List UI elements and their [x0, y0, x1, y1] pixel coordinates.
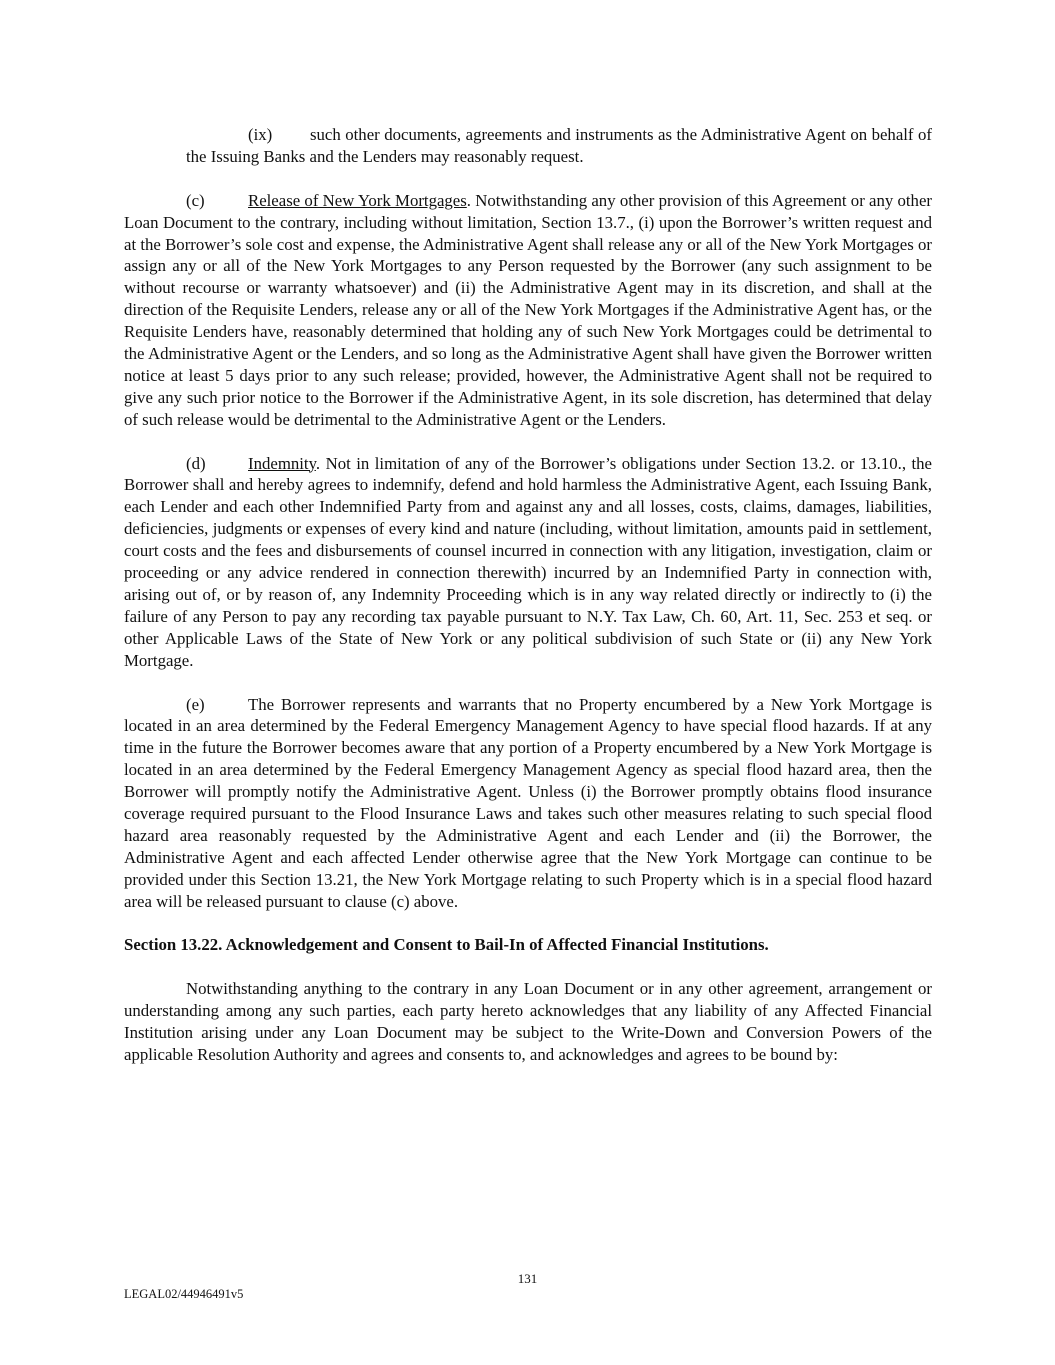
clause-e-label: (e)	[186, 694, 205, 714]
clause-d-heading: Indemnity	[248, 453, 316, 473]
clause-d-label: (d)	[186, 453, 206, 473]
clause-e-text: The Borrower represents and warrants that no Property encumbered by a New York Mortgage is located in an area determined by the Federal Emergency Management Agency to have special flood hazards. If at any time in the future the Borrower becomes aware that any portion of a Property encumbered by a New York Mortgage is located in an area determined by the Federal Emergency Management Agency as special flood hazard area, then the Borrower will promptly notify the Administrative Agent. Unless (i) the Borrower promptly obtains flood insurance coverage required pursuant to the Flood Insurance Laws and takes such other measures relating to such special flood hazard area reasonably requested by the Administrative Agent and each Lender and (ii) the Borrower, the Administrative Agent and each affected Lender otherwise agree that the New York Mortgage can continue to be provided under this Section 13.21, the New York Mortgage relating to such Property which is in a special flood hazard area will be released pursuant to clause (c) above.	[124, 694, 932, 911]
document-id: LEGAL02/44946491v5	[124, 1287, 244, 1301]
page-number: 131	[517, 1271, 538, 1286]
document-page	[124, 124, 932, 1066]
clause-ix-text: such other documents, agreements and instruments as the Administrative Agent on behalf of the Issuing Banks and the Lenders may reasonably request.	[186, 125, 932, 166]
section-heading: Section 13.22. Acknowledgement and Consent to Bail-In of Affected Financial Institutions.	[124, 935, 769, 955]
section-body: Notwithstanding anything to the contrary in any Loan Document or in any other agreement, arrangement or understanding among any such parties, each party hereto acknowledges that any liability of any Affected Financial Institution arising under any Loan Document may be subject to the Write-Down and Conversion Powers of the applicable Resolution Authority and agrees and consents to, and acknowledges and agrees to be bound by:	[124, 979, 932, 1064]
clause-ix-label: (ix)	[248, 125, 273, 144]
clause-d-text: . Not in limitation of any of the Borrower’s obligations under Section 13.2. or 13.10., the Borrower shall and hereby agrees to indemnify, defend and hold harmless the Administrative Agent, each Issuing Bank, each Lender and each other Indemnified Party from and against any and all losses, costs, claims, damages, liabilities, deficiencies, judgments or expenses of every kind and nature (including, without limitation, amounts paid in settlement, court costs and the fees and disbursements of counsel incurred in connection with any litigation, investigation, claim or proceeding or any advice rendered in connection therewith) incurred by an Indemnified Party in connection with, arising out of, or by reason of, any Indemnity Proceeding which is in any way related directly or indirectly to (i) the failure of any Person to pay any recording tax payable pursuant to N.Y. Tax Law, Ch. 60, Art. 11, Sec. 253 et seq. or other Applicable Laws of the State of New York or any political subdivision of such State or (ii) any New York Mortgage.	[124, 453, 932, 670]
clause-ix	[124, 124, 932, 168]
clause-d	[124, 453, 932, 672]
clause-c-label: (c)	[186, 190, 205, 210]
clause-c	[124, 190, 932, 431]
clause-e	[124, 694, 932, 913]
clause-c-text: . Notwithstanding any other provision of this Agreement or any other Loan Document to the contrary, including without limitation, Section 13.7., (i) upon the Borrower’s written request and at the Borrower’s sole cost and expense, the Administrative Agent shall release any or all of the New York Mortgages or assign any or all of the New York Mortgages to any Person requested by the Borrower (any such assignment to be without recourse or warranty whatsoever) and (ii) the Administrative Agent may in its discretion, and shall at the direction of the Requisite Lenders, release any or all of the New York Mortgages if the Administrative Agent has, or the Requisite Lenders have, reasonably determined that holding any of such New York Mortgages could be detrimental to the Administrative Agent or the Lenders, and so long as the Administrative Agent shall have given the Borrower written notice at least 5 days prior to any such release; provided, however, the Administrative Agent shall not be required to give any such prior notice to the Borrower if the Administrative Agent, in its sole discretion, has determined that delay of such release would be detrimental to the Administrative Agent or the Lenders.	[124, 190, 932, 429]
clause-c-heading: Release of New York Mortgages	[248, 190, 467, 210]
